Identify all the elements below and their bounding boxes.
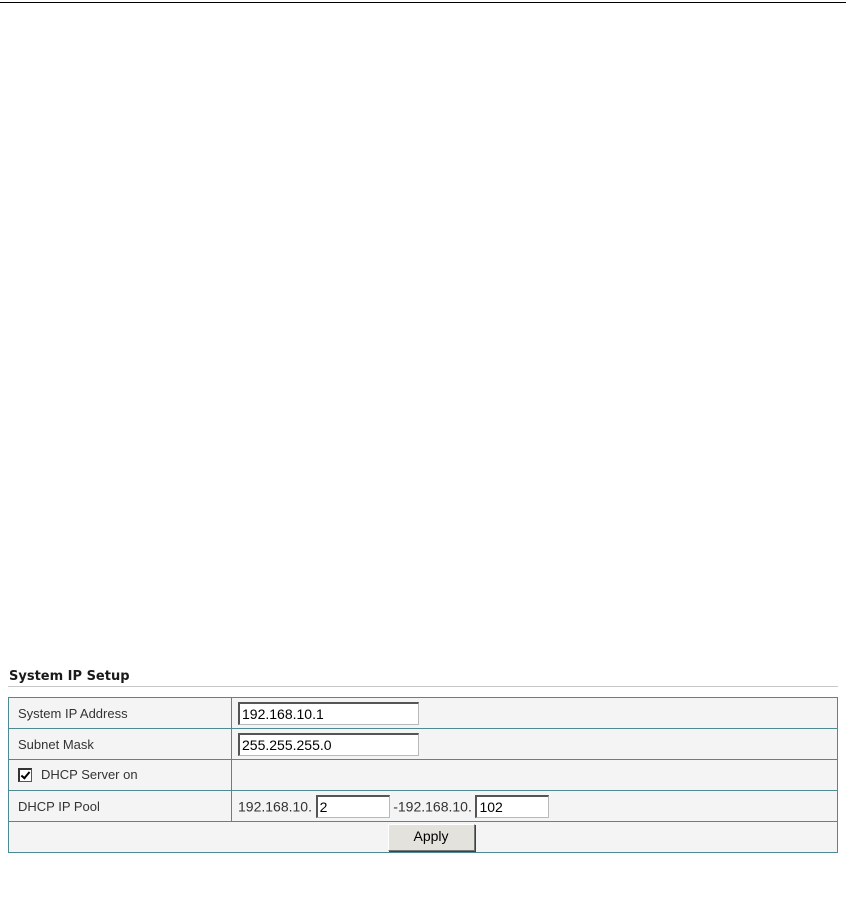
dhcp-pool-label: DHCP IP Pool — [9, 791, 232, 822]
dhcp-pool-start-prefix: 192.168.10. — [238, 798, 312, 814]
subnet-mask-row — [9, 729, 838, 760]
apply-row — [9, 822, 838, 853]
dhcp-server-checkbox[interactable] — [18, 768, 32, 782]
system-ip-row — [9, 698, 838, 729]
dhcp-pool-row — [9, 791, 838, 822]
dhcp-pool-end-prefix: -192.168.10. — [393, 798, 472, 814]
system-ip-input[interactable] — [238, 702, 419, 725]
system-ip-setup-table — [8, 697, 838, 853]
dhcp-server-label: DHCP Server on — [41, 767, 138, 783]
checkmark-icon — [21, 769, 31, 779]
dhcp-pool-end-input[interactable] — [475, 795, 549, 818]
subnet-mask-label: Subnet Mask — [9, 729, 232, 760]
apply-button[interactable]: Apply — [388, 824, 475, 851]
panel-title: System IP Setup — [8, 668, 838, 687]
dhcp-server-empty-cell — [232, 760, 838, 791]
dhcp-pool-start-input[interactable] — [316, 795, 390, 818]
system-ip-label: System IP Address — [9, 698, 232, 729]
top-divider — [0, 2, 846, 3]
subnet-mask-input[interactable] — [238, 733, 419, 756]
system-ip-setup-panel — [8, 668, 838, 853]
dhcp-server-row — [9, 760, 838, 791]
